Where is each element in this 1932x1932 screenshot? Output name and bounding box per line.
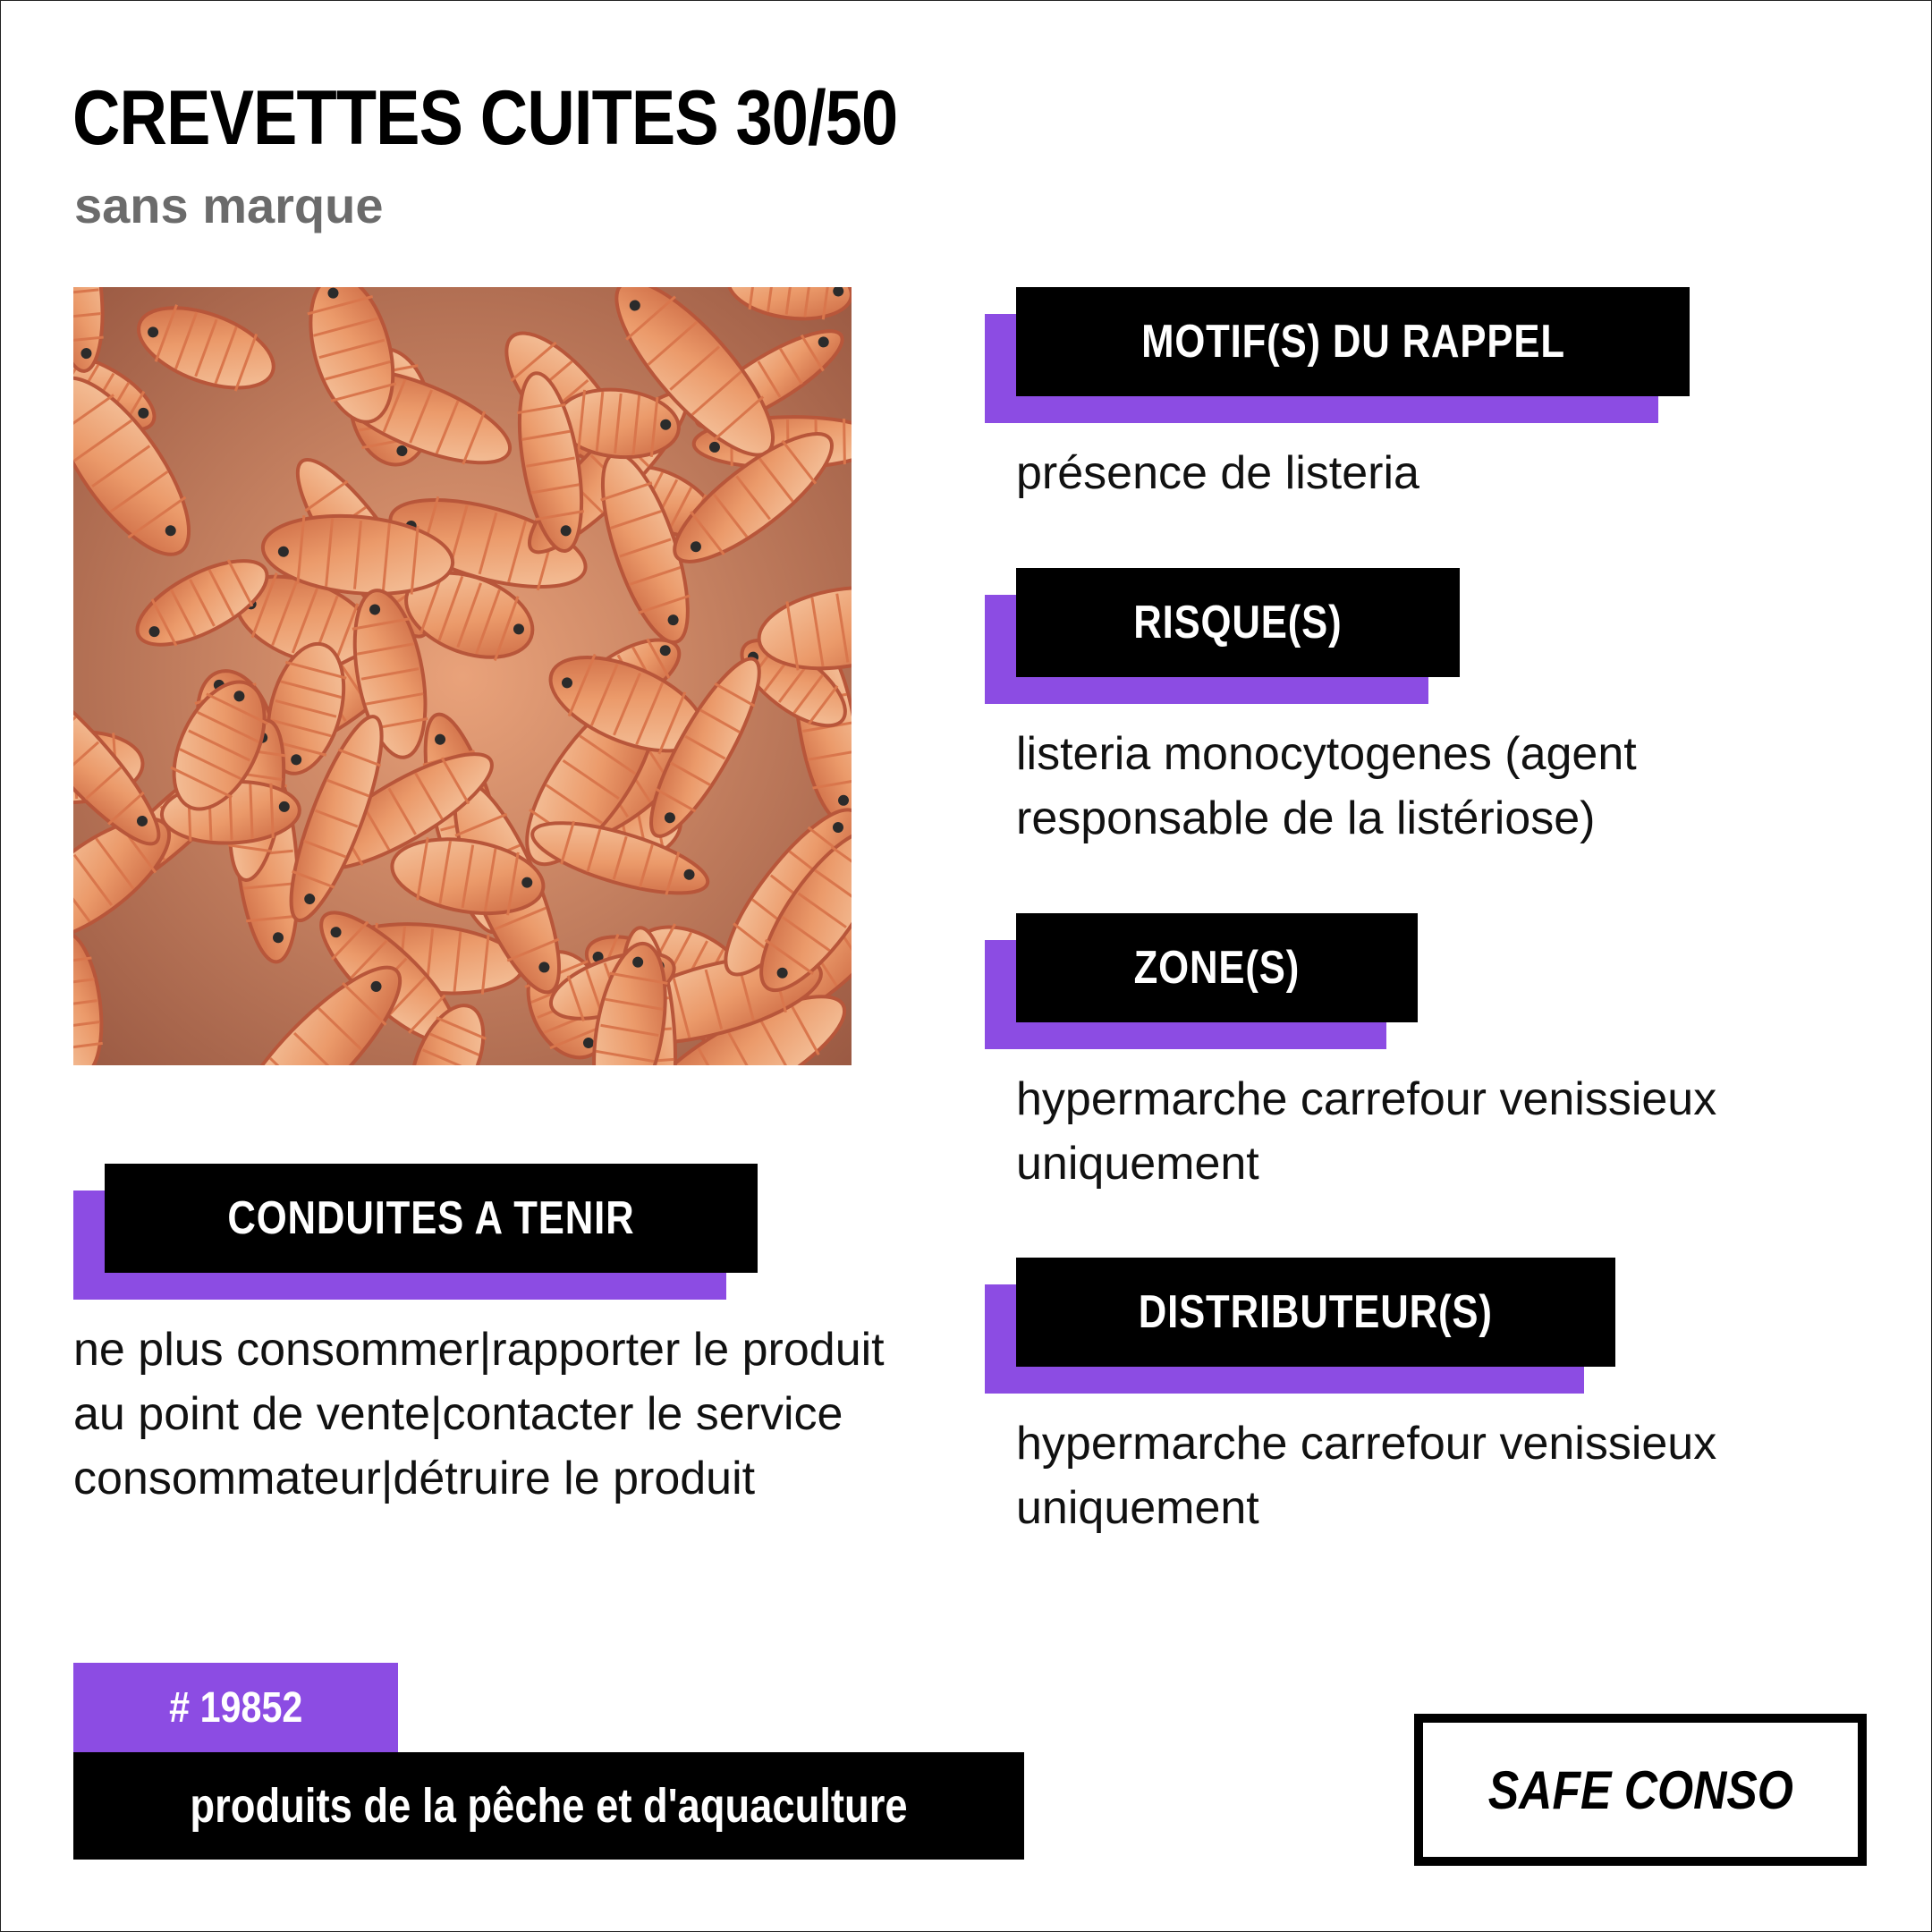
- category-badge: [73, 1752, 1024, 1860]
- recall-number-badge: [73, 1663, 398, 1752]
- conduites-heading: CONDUITES A TENIR: [227, 1192, 635, 1244]
- motif-text: présence de listeria: [1016, 447, 1419, 499]
- distributeur-text: hypermarche carrefour venissieux uniquement: [1016, 1418, 1717, 1534]
- product-title: CREVETTES CUITES 30/50: [72, 75, 898, 161]
- product-brand: sans marque: [74, 177, 384, 233]
- recall-number: # 19852: [168, 1683, 303, 1732]
- risque-text: listeria monocytogenes (agent responsable de la listériose): [1016, 728, 1637, 844]
- category-label: produits de la pêche et d'aquaculture: [190, 1779, 908, 1833]
- safe-conso-logo: [1414, 1714, 1867, 1866]
- motif-heading: MOTIF(S) DU RAPPEL: [1140, 316, 1565, 368]
- zone-text: hypermarche carrefour venissieux uniquement: [1016, 1073, 1717, 1190]
- distributeur-heading: DISTRIBUTEUR(S): [1138, 1286, 1493, 1338]
- risque-heading: RISQUE(S): [1133, 597, 1343, 648]
- conduites-text: ne plus consommer|rapporter le produit au point de vente|contacter le service consommateur|détruire le produit: [73, 1324, 885, 1504]
- shrimp-photo-icon: [73, 287, 852, 1065]
- zone-heading: ZONE(S): [1133, 942, 1301, 994]
- product-photo: [73, 287, 852, 1065]
- logo-text: SAFE CONSO: [1487, 1759, 1793, 1820]
